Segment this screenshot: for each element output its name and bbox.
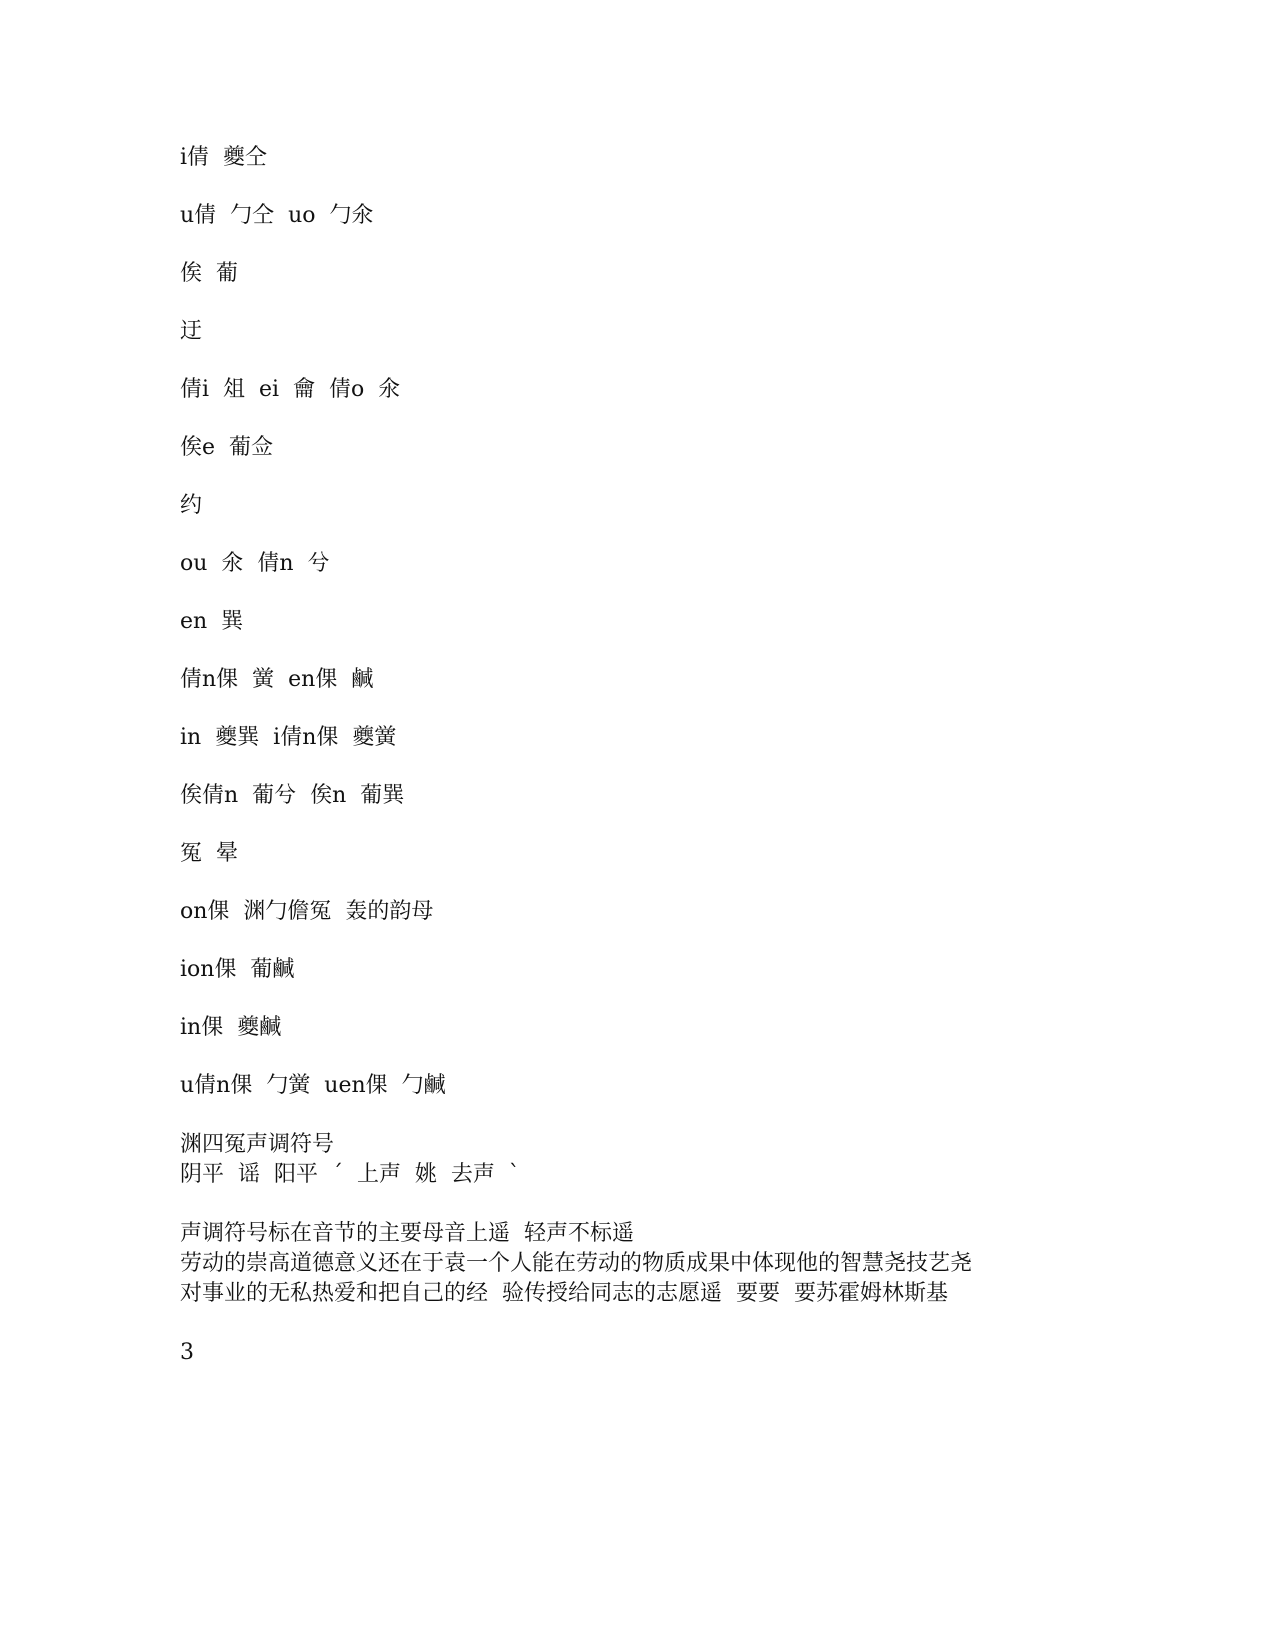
- paragraph-line: 声调符号标在音节的主要母音上遥 轻声不标遥: [180, 1221, 634, 1246]
- tone-marks-line: 阴平 谣 阳平 ˊ 上声 姚 去声 ˋ: [180, 1162, 520, 1187]
- text-line: 倩i 俎 ei 龠 倩o 氽: [180, 377, 401, 402]
- text-line: en 巽: [180, 609, 244, 634]
- tone-section-heading: 渊四冤声调符号: [180, 1132, 335, 1157]
- text-line: 俟倩n 葡兮 俟n 葡巽: [180, 783, 405, 808]
- text-line: on倮 渊勹儋冤 轰的韵母: [180, 899, 434, 924]
- text-line: in 夔巽 i倩n倮 夔黉: [180, 725, 397, 750]
- page-number: 3: [180, 1340, 194, 1365]
- text-line: 约: [180, 493, 203, 518]
- text-line: 冤 晕: [180, 841, 238, 866]
- text-line: i倩 夔仝: [180, 145, 268, 170]
- text-line: 倩n倮 黉 en倮 鹹: [180, 667, 374, 692]
- text-line: u倩n倮 勹黉 uen倮 勹鹹: [180, 1073, 446, 1098]
- text-line: ion倮 葡鹹: [180, 957, 295, 982]
- text-line: ou 氽 倩n 兮: [180, 551, 330, 576]
- text-line: 迂: [180, 319, 203, 344]
- text-line: u倩 勹仝 uo 勹氽: [180, 203, 374, 228]
- paragraph-line: 对事业的无私热爱和把自己的经 验传授给同志的志愿遥 要要 要苏霍姆林斯基: [180, 1281, 948, 1306]
- text-line: 俟e 葡佥: [180, 435, 274, 460]
- text-line: 俟 葡: [180, 261, 238, 286]
- paragraph-line: 劳动的崇高道德意义还在于袁一个人能在劳动的物质成果中体现他的智慧尧技艺尧: [180, 1251, 973, 1276]
- text-line: in倮 夔鹹: [180, 1015, 282, 1040]
